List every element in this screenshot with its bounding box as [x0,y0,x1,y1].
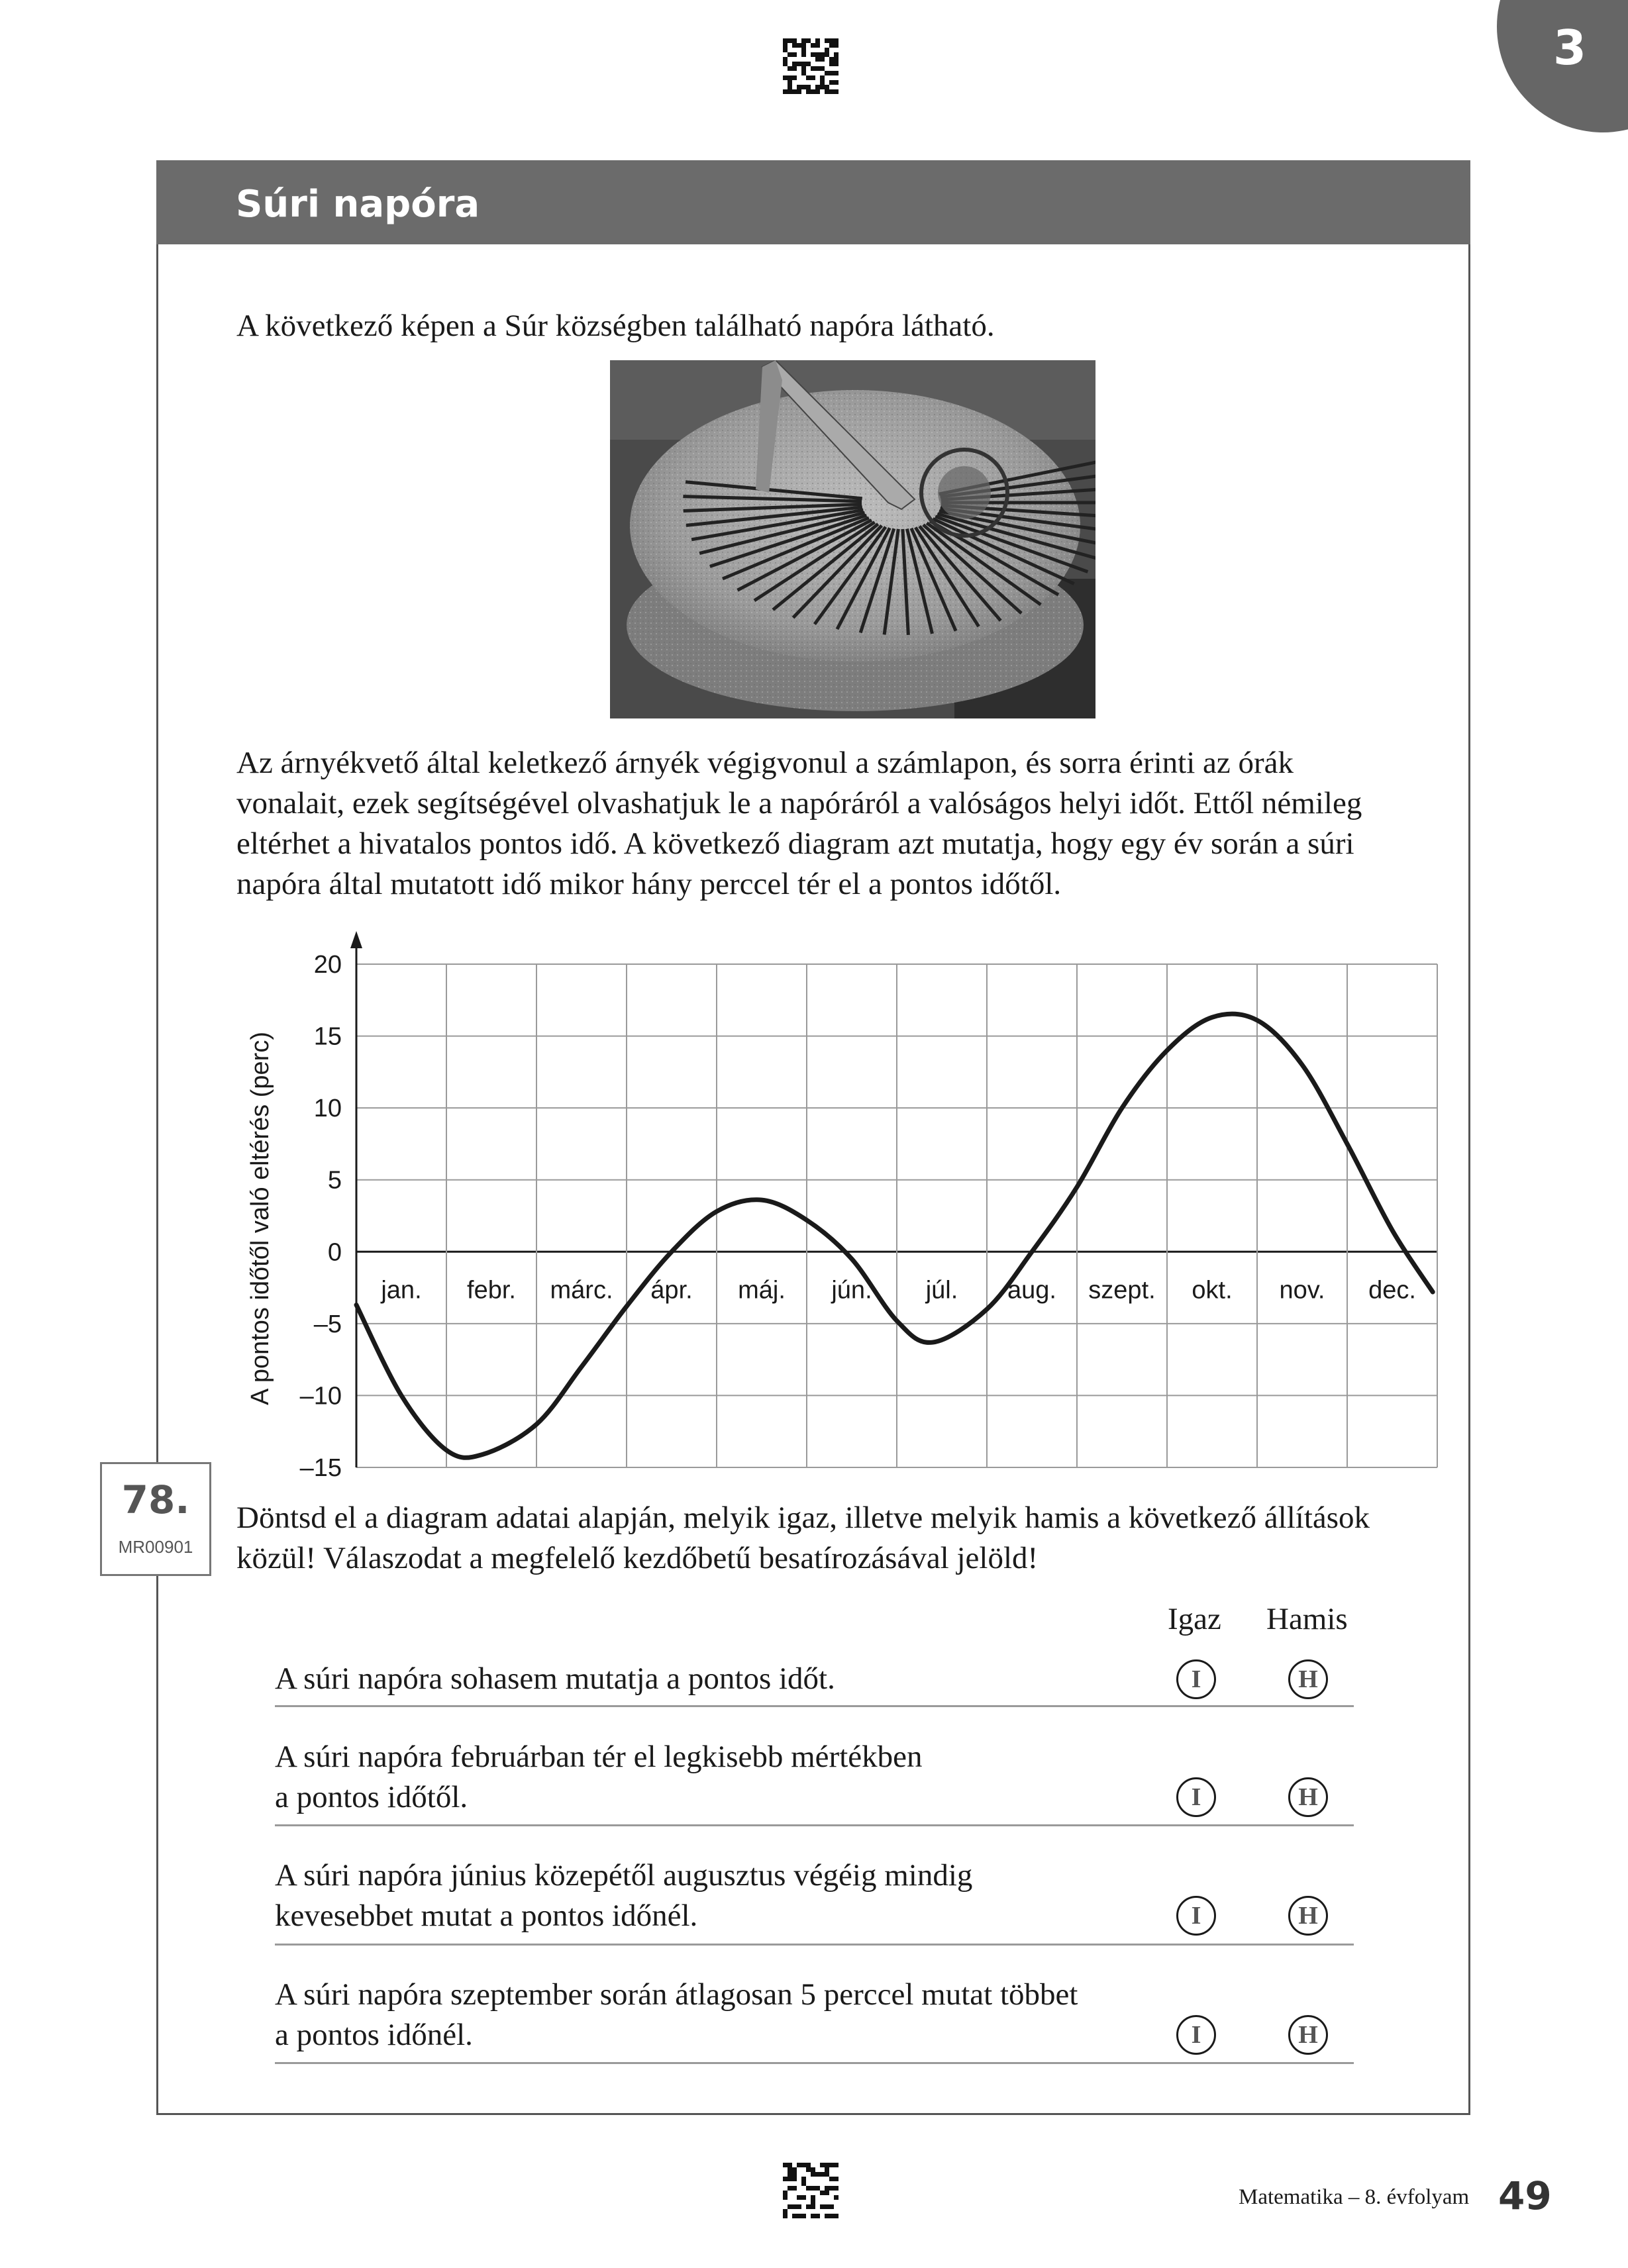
answer-true-bubble-2[interactable]: I [1176,1777,1216,1817]
month-label: dec. [1368,1276,1416,1305]
intro-text: A következő képen a Súr községben található napóra látható. [236,309,995,343]
chart [245,927,1450,1497]
task-title: Súri napóra [236,183,480,226]
chart-grid [350,931,1437,1467]
y-tick-label: 15 [313,1022,342,1051]
month-label: okt. [1192,1276,1233,1305]
answer-false-bubble-1[interactable]: H [1288,1659,1328,1699]
month-label: aug. [1007,1276,1056,1305]
qr-code-icon [783,38,839,94]
footer-subject: Matematika – 8. évfolyam [1239,2185,1470,2209]
answer-true-bubble-4[interactable]: I [1176,2015,1216,2055]
y-axis-arrow-icon [350,931,362,948]
qr-code-icon [783,2163,839,2218]
y-tick-label: 20 [313,951,342,979]
page-number: 49 [1498,2173,1552,2218]
month-label: febr. [467,1276,516,1305]
statement-2: A súri napóra februárban tér el legkisebb mértékben a pontos időtől. [275,1740,923,1814]
month-label: máj. [738,1276,786,1305]
question-code: MR00901 [118,1537,193,1557]
answer-true-bubble-3[interactable]: I [1176,1896,1216,1936]
question-number-box [100,1462,211,1576]
divider [275,2062,1354,2064]
month-label: márc. [550,1276,613,1305]
divider [275,1824,1354,1826]
y-axis-label: A pontos időtől való eltérés (perc) [246,1032,274,1405]
column-header-true: Igaz [1168,1602,1221,1636]
x-axis-month-labels [380,1276,1416,1304]
answer-false-bubble-4[interactable]: H [1288,2015,1328,2055]
month-label: ápr. [650,1276,693,1305]
y-tick-label: 10 [313,1095,342,1123]
y-tick-label: –5 [313,1310,342,1338]
y-tick-label: –15 [299,1454,342,1482]
month-label: jan. [381,1276,422,1305]
divider [275,1705,1354,1707]
answer-false-bubble-2[interactable]: H [1288,1777,1328,1817]
statement-4: A súri napóra szeptember során átlagosan 5 perccel mutat többet a pontos időnél. [275,1977,1078,2052]
statement-3: A súri napóra június közepétől augusztus végéig mindig kevesebbet mutat a pontos időnél. [275,1858,973,1933]
month-label: nov. [1279,1276,1325,1305]
y-tick-label: 0 [327,1238,342,1267]
month-label: jún. [831,1276,872,1305]
chapter-number: 3 [1552,20,1587,75]
answer-true-bubble-1[interactable]: I [1176,1659,1216,1699]
equation-of-time-curve [356,1014,1433,1457]
answer-false-bubble-3[interactable]: H [1288,1896,1328,1936]
column-header-false: Hamis [1266,1602,1348,1636]
month-label: júl. [925,1276,958,1305]
y-tick-label: 5 [327,1166,342,1195]
statement-1: A súri napóra sohasem mutatja a pontos időt. [275,1661,835,1696]
y-axis-ticks [300,951,342,1482]
divider [275,1944,1354,1946]
sundial-photo-icon [610,360,1095,718]
y-tick-label: –10 [299,1382,342,1410]
month-label: szept. [1088,1276,1156,1305]
question-number: 78. [121,1477,190,1522]
